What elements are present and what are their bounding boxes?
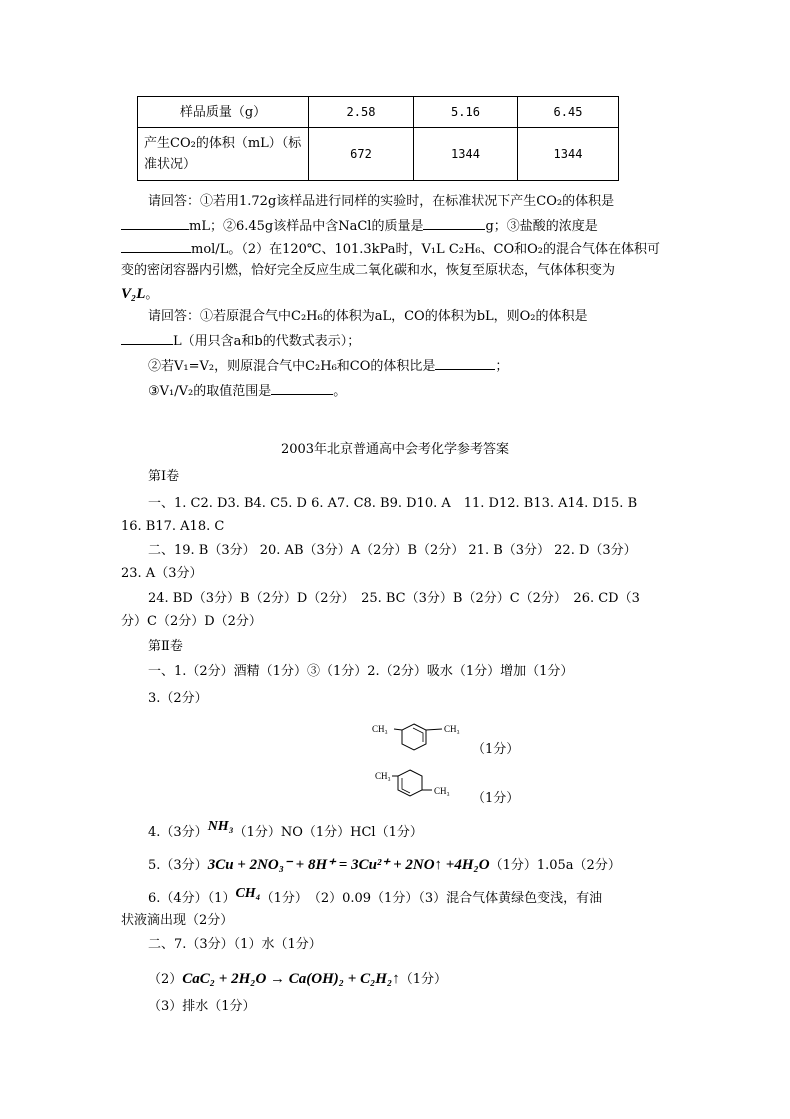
answer-line: 二、7.（3分）（1）水（1分） bbox=[148, 937, 322, 952]
answer-line: 分）C（2分）D（2分） bbox=[121, 614, 262, 629]
table-cell: 2.58 bbox=[309, 97, 414, 128]
question-line: 变的密闭容器内引燃，恰好完全反应生成二氧化碳和水，恢复至原状态，气体体积变为 bbox=[121, 263, 616, 278]
question-line: ③V₁/V₂的取值范围是 。 bbox=[148, 381, 346, 401]
para-xylene-structure bbox=[372, 762, 472, 810]
svg-text:CH₃: CH₃ bbox=[375, 771, 391, 781]
meta-xylene-structure bbox=[372, 712, 472, 762]
ammonia-formula: NH₃ bbox=[207, 819, 234, 834]
svg-text:CH₃: CH₃ bbox=[372, 724, 388, 734]
answer-line: 3.（2分） bbox=[148, 691, 208, 706]
table-cell: 1344 bbox=[518, 128, 619, 181]
question-line: mol/L。（2）在120℃、101.3kPa时，V₁L C₂H₆、CO和O₂的混合气体在体积可 bbox=[121, 239, 660, 259]
answer-line: （3）排水（1分） bbox=[148, 999, 256, 1014]
table-cell-label: 样品质量（g） bbox=[138, 97, 309, 128]
answer-line: 一、1.（2分）酒精（1分）③（1分）2.（2分）吸水（1分）增加（1分） bbox=[148, 664, 574, 679]
question-line: 请回答：①若用1.72g该样品进行同样的实验时，在标准状况下产生CO₂的体积是 bbox=[148, 194, 615, 209]
answer-blank bbox=[435, 356, 495, 370]
section-heading: 第Ⅰ卷 bbox=[148, 469, 180, 484]
answer-line: （2）CaC₂ + 2H₂O → Ca(OH)₂ + C₂H₂↑（1分） bbox=[148, 971, 447, 987]
table-row bbox=[138, 97, 619, 128]
table-cell-label: 产生CO₂的体积（mL）（标准状况） bbox=[138, 128, 309, 181]
answer-line: 24. BD（3分）B（2分）D（2分） 25. BC（3分）B（2分）C（2分） 26. CD（3 bbox=[148, 591, 640, 606]
svg-text:CH₃: CH₃ bbox=[434, 786, 450, 796]
table-cell: 5.16 bbox=[414, 97, 518, 128]
answer-line: 6.（4分）（1）CH₄（1分） （2）0.09（1分）（3）混合气体黄绿色变浅，有油 bbox=[148, 886, 603, 906]
answer-line: 状液滴出现（2分） bbox=[121, 913, 234, 928]
table-row bbox=[138, 128, 619, 181]
answer-line: 16. B17. A18. C bbox=[121, 519, 225, 534]
answer-blank bbox=[121, 216, 189, 230]
table-cell: 672 bbox=[309, 128, 414, 181]
table-cell: 6.45 bbox=[518, 97, 619, 128]
answer-blank bbox=[423, 216, 485, 230]
score-label: （1分） bbox=[472, 791, 520, 806]
sample-data-table bbox=[137, 96, 619, 181]
question-line: ②若V₁=V₂，则原混合气中C₂H₆和CO的体积比是 ； bbox=[148, 356, 508, 376]
svg-text:CH₃: CH₃ bbox=[444, 724, 460, 734]
question-line: V₂L。 bbox=[121, 286, 159, 302]
question-line: mL；②6.45g该样品中含NaCl的质量是 g；③盐酸的浓度是 bbox=[121, 216, 598, 236]
answers-title: 2003年北京普通高中会考化学参考答案 bbox=[280, 442, 510, 457]
copper-reaction-equation: 3Cu + 2NO₃⁻ + 8H⁺ = 3Cu²⁺ + 2NO↑ +4H₂O bbox=[207, 857, 490, 873]
answer-blank bbox=[121, 239, 191, 253]
table-cell: 1344 bbox=[414, 128, 518, 181]
methane-formula: CH₄ bbox=[235, 886, 261, 901]
answer-line: 5.（3分）3Cu + 2NO₃⁻ + 8H⁺ = 3Cu²⁺ + 2NO↑ +4H₂O（1分）1.05a（2分） bbox=[148, 857, 621, 873]
answer-line: 23. A（3分） bbox=[121, 566, 203, 581]
answer-line: 4.（3分）NH₃（1分）NO（1分）HCl（1分） bbox=[148, 819, 423, 840]
question-line: 请回答：①若原混合气中C₂H₆的体积为aL，CO的体积为bL，则O₂的体积是 bbox=[148, 309, 588, 324]
answer-line: 一、1. C2. D3. B4. C5. D 6. A7. C8. B9. D10. A 11. D12. B13. A14. D15. B bbox=[148, 496, 638, 511]
calcium-carbide-equation: CaC₂ + 2H₂O → Ca(OH)₂ + C₂H₂↑ bbox=[182, 971, 400, 987]
answer-blank bbox=[271, 381, 333, 395]
section-heading: 第Ⅱ卷 bbox=[148, 639, 183, 654]
answer-blank bbox=[121, 331, 173, 345]
answer-line: 二、19. B（3分） 20. AB（3分）A（2分）B（2分） 21. B（3分） 22. D（3分） bbox=[148, 543, 637, 558]
question-line: L（用只含a和b的代数式表示）； bbox=[121, 331, 360, 351]
score-label: （1分） bbox=[472, 742, 520, 757]
